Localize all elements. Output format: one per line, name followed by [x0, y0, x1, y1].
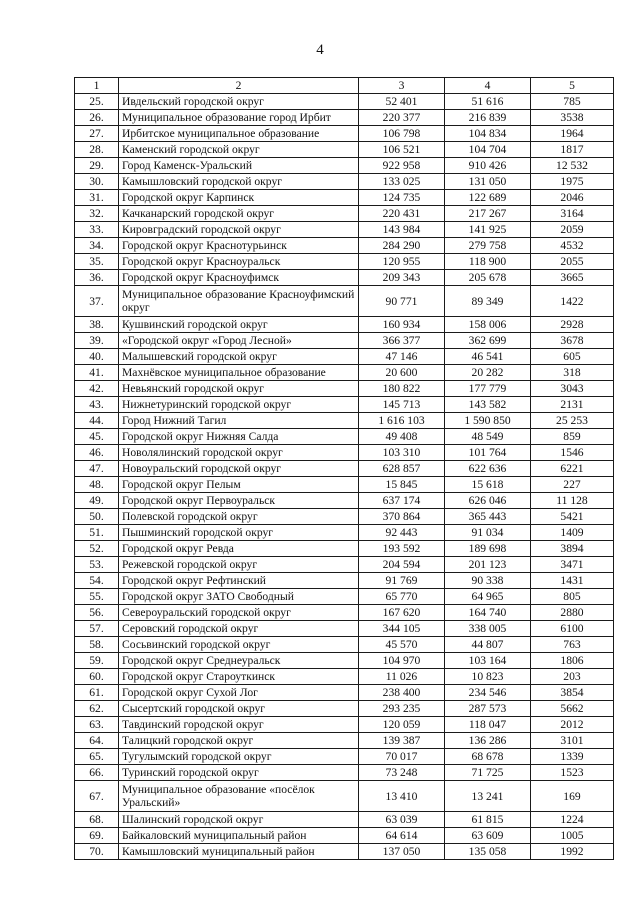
table-row — [75, 429, 614, 445]
municipality-name: Качканарский городской округ — [119, 206, 359, 222]
value-column-3: 15 845 — [359, 477, 445, 493]
value-column-4: 46 541 — [445, 349, 531, 365]
value-column-3: 11 026 — [359, 669, 445, 685]
row-number: 58. — [75, 637, 119, 653]
municipality-name: Город Каменск-Уральский — [119, 158, 359, 174]
value-column-5: 5421 — [531, 509, 614, 525]
table-row — [75, 749, 614, 765]
row-number: 40. — [75, 349, 119, 365]
value-column-5: 3164 — [531, 206, 614, 222]
value-column-5: 763 — [531, 637, 614, 653]
value-column-3: 137 050 — [359, 844, 445, 860]
row-number: 26. — [75, 110, 119, 126]
value-column-5: 169 — [531, 781, 614, 812]
value-column-5: 1422 — [531, 286, 614, 317]
value-column-5: 2928 — [531, 317, 614, 333]
value-column-5: 227 — [531, 477, 614, 493]
value-column-3: 145 713 — [359, 397, 445, 413]
value-column-4: 135 058 — [445, 844, 531, 860]
page-number: 4 — [316, 42, 324, 58]
value-column-5: 3471 — [531, 557, 614, 573]
row-number: 28. — [75, 142, 119, 158]
value-column-3: 52 401 — [359, 94, 445, 110]
row-number: 35. — [75, 254, 119, 270]
row-number: 55. — [75, 589, 119, 605]
value-column-3: 13 410 — [359, 781, 445, 812]
row-number: 69. — [75, 828, 119, 844]
value-column-5: 1975 — [531, 174, 614, 190]
table-row — [75, 621, 614, 637]
table-row — [75, 174, 614, 190]
value-column-3: 120 059 — [359, 717, 445, 733]
row-number: 49. — [75, 493, 119, 509]
table-row — [75, 286, 614, 317]
table-row — [75, 717, 614, 733]
table-row — [75, 365, 614, 381]
row-number: 66. — [75, 765, 119, 781]
municipality-name: Нижнетуринский городской округ — [119, 397, 359, 413]
row-number: 43. — [75, 397, 119, 413]
value-column-5: 1964 — [531, 126, 614, 142]
value-column-5: 6100 — [531, 621, 614, 637]
municipality-name: Городской округ Красноуфимск — [119, 270, 359, 286]
value-column-4: 365 443 — [445, 509, 531, 525]
row-number: 61. — [75, 685, 119, 701]
value-column-3: 47 146 — [359, 349, 445, 365]
row-number: 45. — [75, 429, 119, 445]
header-cell-2: 2 — [119, 78, 359, 94]
value-column-5: 3101 — [531, 733, 614, 749]
value-column-4: 104 834 — [445, 126, 531, 142]
municipality-name: Невьянский городской округ — [119, 381, 359, 397]
row-number: 60. — [75, 669, 119, 685]
value-column-4: 910 426 — [445, 158, 531, 174]
row-number: 50. — [75, 509, 119, 525]
row-number: 36. — [75, 270, 119, 286]
value-column-3: 344 105 — [359, 621, 445, 637]
row-number: 46. — [75, 445, 119, 461]
value-column-4: 143 582 — [445, 397, 531, 413]
value-column-5: 1224 — [531, 812, 614, 828]
value-column-5: 3894 — [531, 541, 614, 557]
value-column-3: 220 377 — [359, 110, 445, 126]
row-number: 52. — [75, 541, 119, 557]
municipality-name: Муниципальное образование «посёлок Уральский» — [119, 781, 359, 812]
row-number: 33. — [75, 222, 119, 238]
value-column-5: 1817 — [531, 142, 614, 158]
value-column-3: 133 025 — [359, 174, 445, 190]
value-column-3: 160 934 — [359, 317, 445, 333]
value-column-4: 10 823 — [445, 669, 531, 685]
table-row — [75, 222, 614, 238]
value-column-4: 103 164 — [445, 653, 531, 669]
value-column-3: 284 290 — [359, 238, 445, 254]
table-row — [75, 637, 614, 653]
value-column-4: 91 034 — [445, 525, 531, 541]
row-number: 63. — [75, 717, 119, 733]
value-column-5: 605 — [531, 349, 614, 365]
value-column-4: 1 590 850 — [445, 413, 531, 429]
table-row — [75, 158, 614, 174]
municipality-name: Городской округ Краснотурьинск — [119, 238, 359, 254]
row-number: 56. — [75, 605, 119, 621]
table-row — [75, 701, 614, 717]
value-column-3: 238 400 — [359, 685, 445, 701]
row-number: 34. — [75, 238, 119, 254]
table-row — [75, 844, 614, 860]
value-column-4: 118 900 — [445, 254, 531, 270]
table-header-row — [75, 78, 614, 94]
value-column-3: 103 310 — [359, 445, 445, 461]
value-column-3: 70 017 — [359, 749, 445, 765]
value-column-4: 63 609 — [445, 828, 531, 844]
value-column-5: 1431 — [531, 573, 614, 589]
value-column-5: 1806 — [531, 653, 614, 669]
table-row — [75, 270, 614, 286]
municipality-name: Новолялинский городской округ — [119, 445, 359, 461]
table-row — [75, 333, 614, 349]
row-number: 65. — [75, 749, 119, 765]
value-column-3: 370 864 — [359, 509, 445, 525]
municipality-name: Новоуральский городской округ — [119, 461, 359, 477]
value-column-4: 89 349 — [445, 286, 531, 317]
value-column-4: 205 678 — [445, 270, 531, 286]
municipality-name: Серовский городской округ — [119, 621, 359, 637]
row-number: 64. — [75, 733, 119, 749]
row-number: 51. — [75, 525, 119, 541]
table-row — [75, 605, 614, 621]
value-column-3: 124 735 — [359, 190, 445, 206]
municipality-name: Городской округ Среднеуральск — [119, 653, 359, 669]
municipality-name: Городской округ Ревда — [119, 541, 359, 557]
table-row — [75, 110, 614, 126]
value-column-5: 25 253 — [531, 413, 614, 429]
value-column-3: 139 387 — [359, 733, 445, 749]
value-column-4: 201 123 — [445, 557, 531, 573]
table-row — [75, 573, 614, 589]
row-number: 42. — [75, 381, 119, 397]
value-column-3: 49 408 — [359, 429, 445, 445]
value-column-5: 3043 — [531, 381, 614, 397]
table-row — [75, 126, 614, 142]
value-column-5: 318 — [531, 365, 614, 381]
table-row — [75, 812, 614, 828]
value-column-5: 2046 — [531, 190, 614, 206]
row-number: 68. — [75, 812, 119, 828]
row-number: 38. — [75, 317, 119, 333]
municipality-name: Город Нижний Тагил — [119, 413, 359, 429]
table-row — [75, 685, 614, 701]
value-column-3: 1 616 103 — [359, 413, 445, 429]
table-row — [75, 669, 614, 685]
municipality-name: Ивдельский городской округ — [119, 94, 359, 110]
row-number: 39. — [75, 333, 119, 349]
municipality-name: Камышловский муниципальный район — [119, 844, 359, 860]
municipality-name: Камышловский городской округ — [119, 174, 359, 190]
value-column-5: 203 — [531, 669, 614, 685]
value-column-5: 1546 — [531, 445, 614, 461]
municipality-name: Сысертский городской округ — [119, 701, 359, 717]
value-column-5: 3538 — [531, 110, 614, 126]
row-number: 31. — [75, 190, 119, 206]
value-column-4: 141 925 — [445, 222, 531, 238]
value-column-5: 6221 — [531, 461, 614, 477]
municipality-name: Городской округ Карпинск — [119, 190, 359, 206]
value-column-5: 785 — [531, 94, 614, 110]
value-column-4: 15 618 — [445, 477, 531, 493]
value-column-4: 104 704 — [445, 142, 531, 158]
row-number: 27. — [75, 126, 119, 142]
municipality-name: Байкаловский муниципальный район — [119, 828, 359, 844]
value-column-5: 2131 — [531, 397, 614, 413]
value-column-5: 1523 — [531, 765, 614, 781]
municipality-name: Режевской городской округ — [119, 557, 359, 573]
value-column-3: 45 570 — [359, 637, 445, 653]
municipality-name: Махнёвское муниципальное образование — [119, 365, 359, 381]
table-row — [75, 733, 614, 749]
table-row — [75, 190, 614, 206]
row-number: 59. — [75, 653, 119, 669]
municipality-name: Городской округ Сухой Лог — [119, 685, 359, 701]
value-column-3: 73 248 — [359, 765, 445, 781]
value-column-3: 106 521 — [359, 142, 445, 158]
municipality-name: Кировградский городской округ — [119, 222, 359, 238]
table-row — [75, 765, 614, 781]
value-column-4: 279 758 — [445, 238, 531, 254]
municipality-name: Тавдинский городской округ — [119, 717, 359, 733]
table-row — [75, 254, 614, 270]
value-column-3: 167 620 — [359, 605, 445, 621]
value-column-3: 220 431 — [359, 206, 445, 222]
value-column-5: 3678 — [531, 333, 614, 349]
value-column-4: 362 699 — [445, 333, 531, 349]
value-column-4: 118 047 — [445, 717, 531, 733]
row-number: 37. — [75, 286, 119, 317]
table-row — [75, 445, 614, 461]
table-row — [75, 589, 614, 605]
row-number: 29. — [75, 158, 119, 174]
table-row — [75, 142, 614, 158]
value-column-4: 164 740 — [445, 605, 531, 621]
row-number: 57. — [75, 621, 119, 637]
municipality-name: Городской округ Красноуральск — [119, 254, 359, 270]
table-row — [75, 413, 614, 429]
value-column-5: 805 — [531, 589, 614, 605]
municipality-name: Шалинский городской округ — [119, 812, 359, 828]
value-column-4: 136 286 — [445, 733, 531, 749]
value-column-5: 2012 — [531, 717, 614, 733]
table-row — [75, 461, 614, 477]
value-column-4: 64 965 — [445, 589, 531, 605]
value-column-3: 64 614 — [359, 828, 445, 844]
value-column-4: 71 725 — [445, 765, 531, 781]
value-column-4: 177 779 — [445, 381, 531, 397]
value-column-3: 922 958 — [359, 158, 445, 174]
header-cell-3: 3 — [359, 78, 445, 94]
value-column-5: 2055 — [531, 254, 614, 270]
municipality-name: Полевской городской округ — [119, 509, 359, 525]
row-number: 25. — [75, 94, 119, 110]
municipality-name: Ирбитское муниципальное образование — [119, 126, 359, 142]
value-column-4: 131 050 — [445, 174, 531, 190]
table-body — [75, 78, 614, 860]
value-column-5: 859 — [531, 429, 614, 445]
municipality-name: Талицкий городской округ — [119, 733, 359, 749]
value-column-4: 20 282 — [445, 365, 531, 381]
municipality-name: Городской округ ЗАТО Свободный — [119, 589, 359, 605]
value-column-4: 622 636 — [445, 461, 531, 477]
municipality-name: Каменский городской округ — [119, 142, 359, 158]
municipality-name: Сосьвинский городской округ — [119, 637, 359, 653]
value-column-5: 1005 — [531, 828, 614, 844]
value-column-3: 65 770 — [359, 589, 445, 605]
value-column-4: 122 689 — [445, 190, 531, 206]
table-row — [75, 94, 614, 110]
table-row — [75, 557, 614, 573]
value-column-5: 5662 — [531, 701, 614, 717]
value-column-3: 91 769 — [359, 573, 445, 589]
value-column-3: 637 174 — [359, 493, 445, 509]
row-number: 41. — [75, 365, 119, 381]
municipality-name: Пышминский городской округ — [119, 525, 359, 541]
value-column-3: 20 600 — [359, 365, 445, 381]
table-row — [75, 653, 614, 669]
table-row — [75, 397, 614, 413]
value-column-5: 3854 — [531, 685, 614, 701]
row-number: 48. — [75, 477, 119, 493]
table-row — [75, 828, 614, 844]
value-column-4: 48 549 — [445, 429, 531, 445]
value-column-3: 209 343 — [359, 270, 445, 286]
value-column-3: 180 822 — [359, 381, 445, 397]
municipality-name: Городской округ Староуткинск — [119, 669, 359, 685]
value-column-3: 120 955 — [359, 254, 445, 270]
table-row — [75, 317, 614, 333]
row-number: 54. — [75, 573, 119, 589]
table-row — [75, 541, 614, 557]
row-number: 67. — [75, 781, 119, 812]
value-column-4: 90 338 — [445, 573, 531, 589]
value-column-3: 193 592 — [359, 541, 445, 557]
municipality-name: Муниципальное образование город Ирбит — [119, 110, 359, 126]
row-number: 30. — [75, 174, 119, 190]
value-column-4: 216 839 — [445, 110, 531, 126]
table-row — [75, 477, 614, 493]
municipality-name: Малышевский городской округ — [119, 349, 359, 365]
value-column-3: 63 039 — [359, 812, 445, 828]
value-column-3: 293 235 — [359, 701, 445, 717]
value-column-4: 626 046 — [445, 493, 531, 509]
row-number: 32. — [75, 206, 119, 222]
header-cell-1: 1 — [75, 78, 119, 94]
row-number: 47. — [75, 461, 119, 477]
value-column-5: 2880 — [531, 605, 614, 621]
value-column-5: 1992 — [531, 844, 614, 860]
value-column-3: 628 857 — [359, 461, 445, 477]
value-column-4: 101 764 — [445, 445, 531, 461]
value-column-4: 234 546 — [445, 685, 531, 701]
value-column-4: 217 267 — [445, 206, 531, 222]
municipality-name: Муниципальное образование Красноуфимский округ — [119, 286, 359, 317]
row-number: 70. — [75, 844, 119, 860]
municipality-name: Городской округ Первоуральск — [119, 493, 359, 509]
municipality-name: Городской округ Пелым — [119, 477, 359, 493]
row-number: 53. — [75, 557, 119, 573]
value-column-4: 338 005 — [445, 621, 531, 637]
value-column-3: 143 984 — [359, 222, 445, 238]
row-number: 62. — [75, 701, 119, 717]
value-column-5: 3665 — [531, 270, 614, 286]
table-row — [75, 525, 614, 541]
value-column-5: 2059 — [531, 222, 614, 238]
header-cell-4: 4 — [445, 78, 531, 94]
value-column-5: 4532 — [531, 238, 614, 254]
row-number: 44. — [75, 413, 119, 429]
value-column-3: 204 594 — [359, 557, 445, 573]
table-row — [75, 206, 614, 222]
table-row — [75, 381, 614, 397]
municipality-name: Североуральский городской округ — [119, 605, 359, 621]
value-column-5: 1409 — [531, 525, 614, 541]
table-row — [75, 349, 614, 365]
table-row — [75, 238, 614, 254]
value-column-5: 12 532 — [531, 158, 614, 174]
value-column-3: 92 443 — [359, 525, 445, 541]
table-row — [75, 493, 614, 509]
value-column-5: 11 128 — [531, 493, 614, 509]
municipality-name: Городской округ Рефтинский — [119, 573, 359, 589]
table-row — [75, 781, 614, 812]
value-column-4: 61 815 — [445, 812, 531, 828]
value-column-3: 104 970 — [359, 653, 445, 669]
municipality-name: Тугулымский городской округ — [119, 749, 359, 765]
value-column-4: 287 573 — [445, 701, 531, 717]
municipality-name: Кушвинский городской округ — [119, 317, 359, 333]
value-column-3: 106 798 — [359, 126, 445, 142]
value-column-4: 44 807 — [445, 637, 531, 653]
value-column-3: 90 771 — [359, 286, 445, 317]
value-column-3: 366 377 — [359, 333, 445, 349]
value-column-4: 158 006 — [445, 317, 531, 333]
value-column-5: 1339 — [531, 749, 614, 765]
value-column-4: 51 616 — [445, 94, 531, 110]
table-row — [75, 509, 614, 525]
municipality-name: «Городской округ «Город Лесной» — [119, 333, 359, 349]
municipality-name: Туринский городской округ — [119, 765, 359, 781]
data-table — [74, 77, 614, 860]
value-column-4: 68 678 — [445, 749, 531, 765]
value-column-4: 13 241 — [445, 781, 531, 812]
value-column-4: 189 698 — [445, 541, 531, 557]
municipality-name: Городской округ Нижняя Салда — [119, 429, 359, 445]
header-cell-5: 5 — [531, 78, 614, 94]
